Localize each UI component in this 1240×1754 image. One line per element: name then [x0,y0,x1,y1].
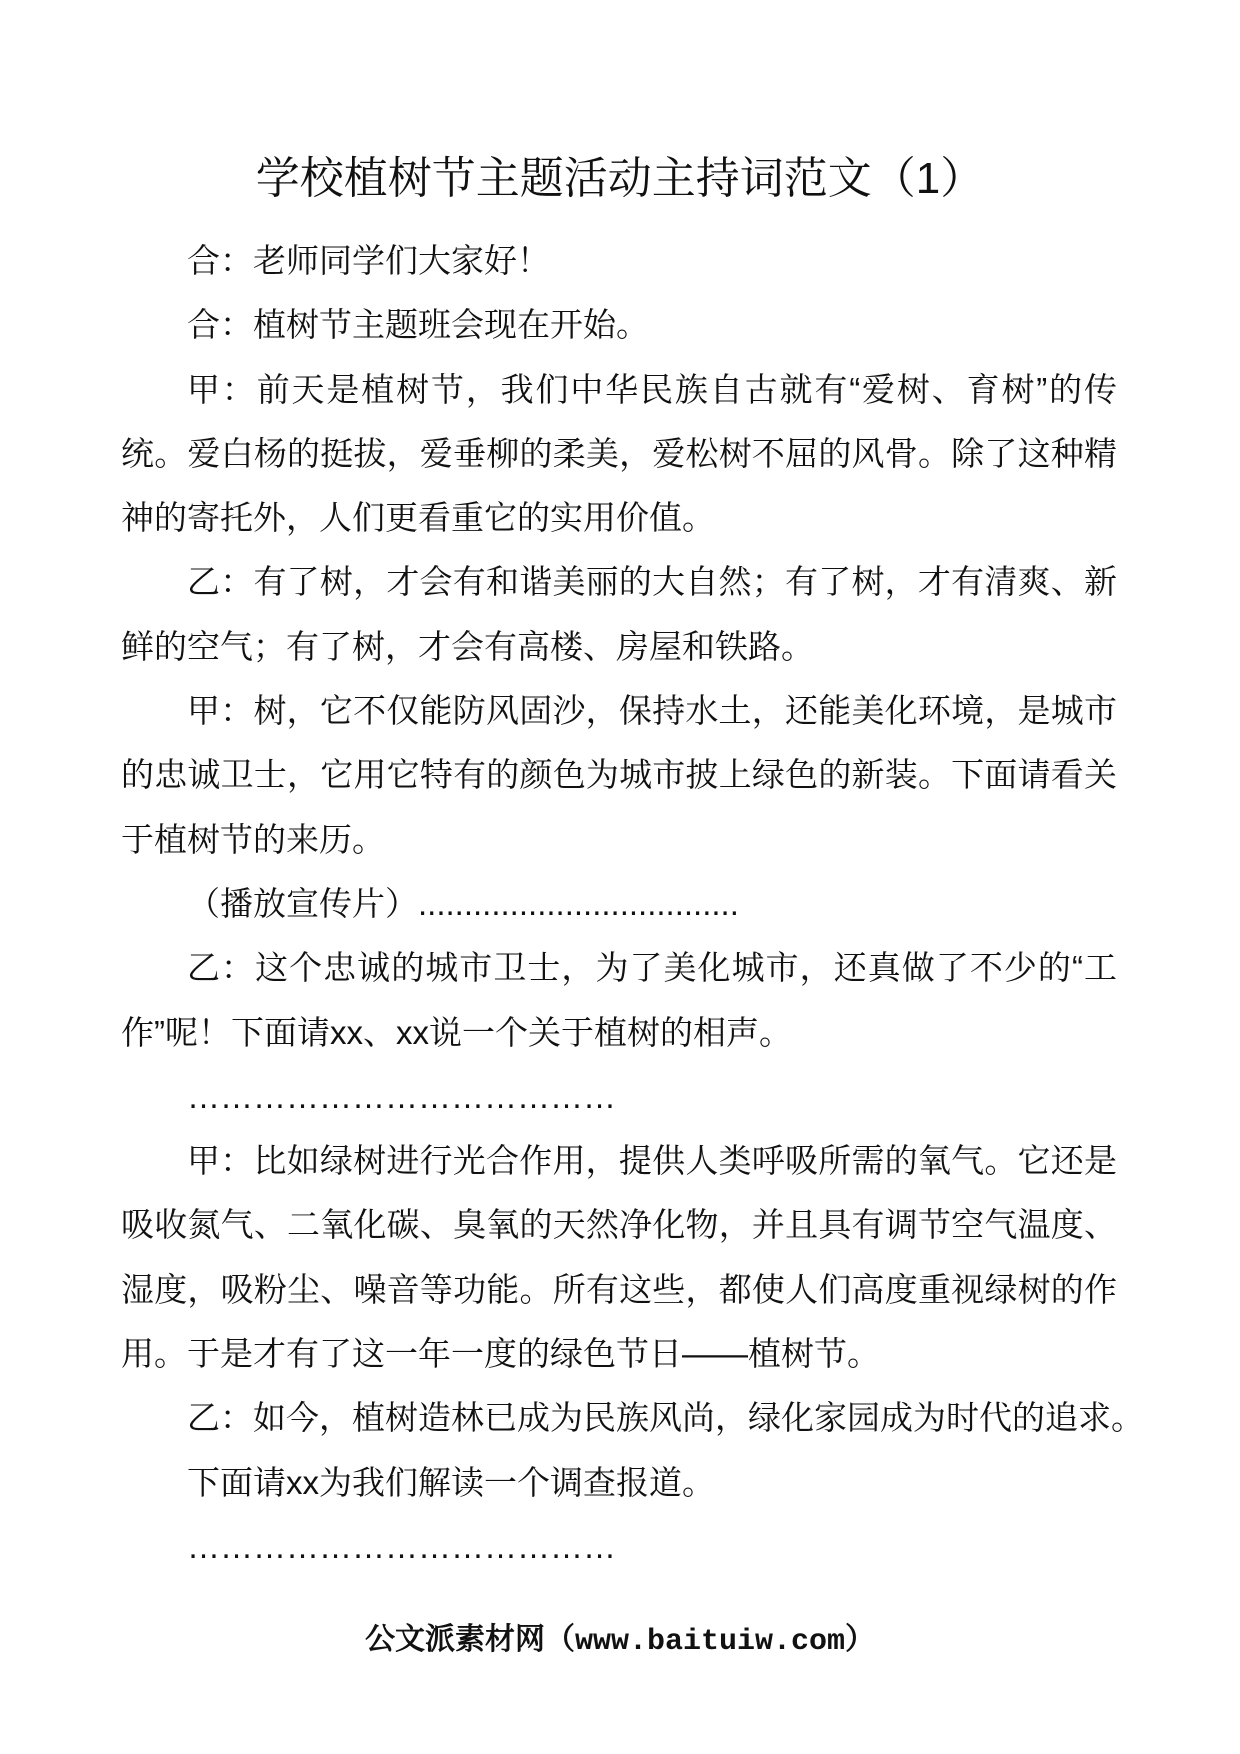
paragraph-line: 吸收氮气、二氧化碳、臭氧的天然净化物，并且具有调节空气温度、 [121,1206,1117,1244]
paragraph-line: 的忠诚卫士，它用它特有的颜色为城市披上绿色的新装。下面请看关 [121,756,1117,794]
paragraph-line: 甲：前天是植树节，我们中华民族自古就有“爱树、育树”的传 [187,370,1117,408]
paragraph-line: 乙：有了树，才会有和谐美丽的大自然；有了树，才有清爽、新 [187,563,1117,601]
paragraph-line: 甲：比如绿树进行光合作用，提供人类呼吸所需的氧气。它还是 [187,1142,1117,1180]
paragraph [121,679,1117,872]
paragraph [121,872,1117,936]
paragraph-line: 神的寄托外，人们更看重它的实用价值。 [121,499,715,537]
paragraph-line: 合：植树节主题班会现在开始。 [187,306,649,344]
paragraph [121,1386,1144,1450]
paragraph-line: 乙：如今，植树造林已成为民族风尚，绿化家园成为时代的追求。 [187,1399,1144,1437]
paragraph-line: 鲜的空气；有了树，才会有高楼、房屋和铁路。 [121,627,814,665]
paragraph-line: 于植树节的来历。 [121,820,385,858]
paragraph-line: 湿度，吸粉尘、噪音等功能。所有这些，都使人们高度重视绿树的作 [121,1270,1117,1308]
ellipsis-separator: ………………………………… [187,1527,616,1565]
site-footer: 公文派素材网（www.baituiw.com） [364,1625,876,1659]
paragraph-line: 统。爱白杨的挺拔，爱垂柳的柔美，爱松树不屈的风骨。除了这种精 [121,434,1117,472]
paragraph-line: 作”呢！下面请xx、xx说一个关于植树的相声。 [121,1013,792,1051]
paragraph [121,293,1117,357]
ellipsis-separator: ………………………………… [187,1077,616,1115]
paragraph-line: 用。于是才有了这一年一度的绿色节日——植树节。 [121,1335,880,1373]
paragraph [121,1129,1117,1386]
paragraph [121,1515,1117,1579]
paragraph [121,358,1117,551]
paragraph [121,1065,1117,1129]
paragraph-line: 下面请xx为我们解读一个调查报道。 [187,1463,715,1501]
paragraph [121,1451,1117,1515]
document-title: 学校植树节主题活动主持词范文（1） [255,154,985,203]
paragraph [121,936,1117,1065]
paragraph [121,229,1117,293]
paragraph [121,550,1117,679]
stage-direction-line: （播放宣传片）................................... [187,884,739,922]
paragraph-line: 甲：树，它不仅能防风固沙，保持水土，还能美化环境，是城市 [187,692,1117,730]
paragraph-line: 合：老师同学们大家好！ [187,242,550,279]
paragraph-line: 乙：这个忠诚的城市卫士，为了美化城市，还真做了不少的“工 [187,949,1117,987]
document-body [121,229,1144,1579]
